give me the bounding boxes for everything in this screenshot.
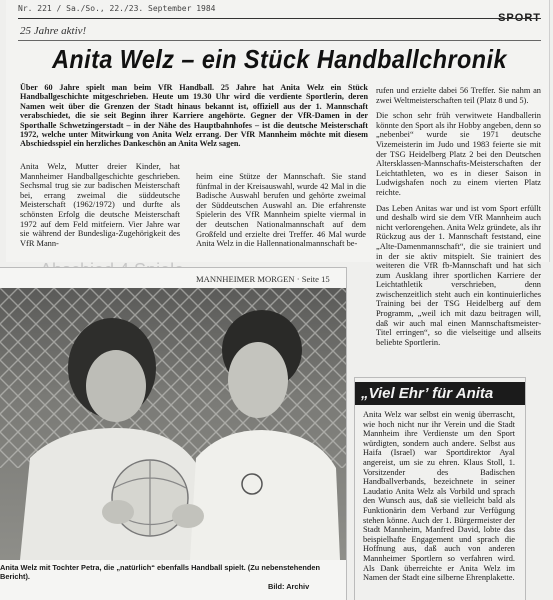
photograph [0,288,346,560]
photo-credit: Bild: Archiv [268,582,310,591]
column-c [376,86,541,353]
lead-paragraph: Über 60 Jahre spielt man beim VfR Handball. 25 Jahre hat Anita Welz ein Stück Handballgeschichte mitgeschrieben. Heute um 19.30 Uhr wird die verdiente Sportlerin, deren Namen weit über die Grenzen der Stadt hinaus bekannt ist, offiziell aus der 1. Mannschaft verabschiedet, die sie seit Beginn ihrer Karriere angehörte. Gegner der VfR-Damen in der Sporthalle Schwetzingerstadt – in der Nähe des Hauptbahnhofes – ist die deutsche Meisterschaft 1972, welche unter Mitwirkung von Anita Welz errang. Der VfR Mannheim möchte mit diesem Abschiedsspiel ein herzliches Dankeschön an Anita Welz sagen. [20,83,368,149]
column-c-para-2: Die schon sehr früh verwitwete Handballerin könnte den Sport als ihr Hobby angeben, denn so „nebenbei“ wurde sie 1971 deutsche Vizemeisterin im Judo und 1983 feierte sie mit der TSG Heidelberg Platz 2 bei den Deutschen Altersklassen-Mannschafts-Meisterschaften der Leichtathleten, wo es in dieser Saison in Ludwigshafen noch zu einem vierten Platz reichte. [376,111,541,197]
column-c-para-3: Das Leben Anitas war und ist vom Sport erfüllt und deshalb wird sie dem VfR Mannheim auch nicht verlorengehen. Anita Welz gründete, als ihr Rückzug aus der 1. Mannschaft feststand, eine „Alte-Damenmannschaft“, die sie trainiert und in der sie aktiv mitspielt. Sie trainiert des weiteren die VfR fb-Mannschaft und hat sich zum Ausklang ihrer sportlichen Karriere der Leichtathletik verschrieben, denn zwischenzeitlich steht auch ein kontinuierliches Training bei der TSG Heidelberg auf dem Programm, „weil ich mit dazu beitragen will, daß wir auch mal einen Mannschaftsmeister-Titel erringen“, so die vielseitige und allseits beliebte Sportlerin. [376,203,541,347]
column-a [20,162,180,248]
column-b [196,172,366,249]
headline: Anita Welz – ein Stück Handballchronik [52,44,507,74]
column-c-para-1: rufen und erzielte dabei 56 Treffer. Sie nahm an zwei Weltmeisterschaften teil (Platz 8 und 5). [376,86,541,105]
right-body: Anita Welz war selbst ein wenig überrascht, wie hoch nicht nur ihr Verein und die Stadt Mannheim ihre Verdienste um den Sport würdigten, sondern auch andere. Selbst aus Haifa (Israel) war Sportdirektor Ayal angereist, um sie zu ehren. Klaus Stoll, 1. Vorsitzender des Badischen Handballverbands, bezeichnete in seiner Laudatio Anita Welz als Vorbild und sprach den Wunsch aus, daß sie vielleicht bald als Funktionärin dem Verband zur Verfügung stehen könne. Auch der 1. Bürgermeister der Stadt Mannheim, Manfred David, lobte das beispielhafte Engagement und sprach die Hoffnung aus, daß auch von anderen Mannheimer Sportlern so verfahren wird. Als Dank überreichte er Anita Welz im Namen der Stadt eine silberne Ehrenplakette. [363,410,515,583]
masthead: MANNHEIMER MORGEN · Seite 15 [196,274,330,284]
right-clipping [355,378,525,600]
column-a-text: Anita Welz, Mutter dreier Kinder, hat Mannheimer Handballgeschichte geschrieben. Sechsmal trug sie zur badischen Meisterschaft bei, errang zweimal die süddeutsche Meisterschaft (1962/1972) und durfte als schönsten Erfolg die deutsche Meisterschaft 1972 auf dem Feld mitfeiern. Vier Jahre war sie während der Bundesliga-Zugehörigkeit des VfR Mann- [20,162,180,248]
section-label: SPORT [498,12,541,24]
right-headline: „Viel Ehr’ für Anita [355,382,525,405]
photo-caption: Anita Welz mit Tochter Petra, die „natürlich“ ebenfalls Handball spielt. (Zu nebenstehenden Bericht). [0,563,321,581]
column-b-text: heim eine Stütze der Mannschaft. Sie stand fünfmal in der Kreisauswahl, wurde 42 Mal in die Badische Auswahl berufen und gehörte zweimal der Süddeutschen Auswahl an. Die erfahrenste Spielerin des VfR Mannheim spielte viermal in der deutschen Nationalmannschaft auf dem Großfeld und erzielte drei Treffer. 46 Mal wurde Anita Welz in die Hallennationalmannschaft be- [196,172,366,249]
photo-illustration [0,288,346,560]
kicker: 25 Jahre aktiv! [20,25,87,37]
top-rule [18,18,541,19]
kicker-rule [18,40,541,41]
issue-line: Nr. 221 / Sa./So., 22./23. September 1984 [18,4,216,13]
